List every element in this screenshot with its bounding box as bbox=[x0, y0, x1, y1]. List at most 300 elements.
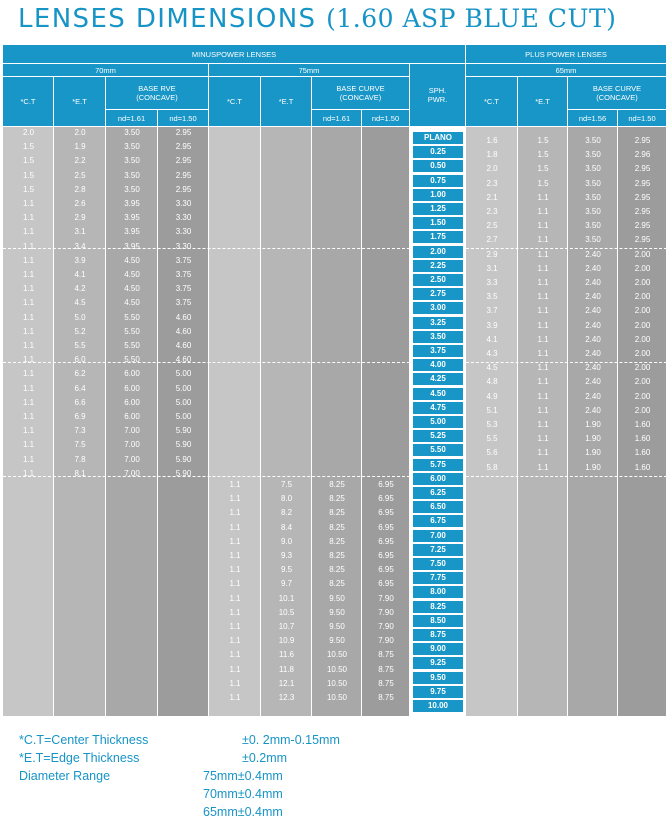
plus-65-cell: 1.90 bbox=[585, 448, 601, 457]
minus-75-cell: 8.25 bbox=[329, 494, 345, 503]
plus-65-cell: 2.00 bbox=[634, 406, 651, 415]
sph-value: 4.50 bbox=[413, 388, 463, 400]
minus-70-cell: 4.50 bbox=[124, 270, 140, 279]
sph-value: 8.50 bbox=[413, 615, 463, 627]
plus-65-cell: 5.8 bbox=[486, 463, 498, 472]
sph-value: 9.25 bbox=[413, 657, 463, 669]
diameter-legend-label: Diameter Range bbox=[19, 769, 111, 783]
minus-75-cell: 9.50 bbox=[329, 636, 345, 645]
minus-75-cell: 9.50 bbox=[329, 608, 345, 617]
minus-70-cell: 2.95 bbox=[175, 156, 192, 165]
plus-65-cell: 1.60 bbox=[634, 434, 651, 443]
minus-70-cell: 4.50 bbox=[124, 256, 140, 265]
minus-70-cell: 5.5 bbox=[74, 341, 86, 350]
sph-pwr-header: SPH. PWR. bbox=[410, 64, 466, 127]
sph-value: 0.25 bbox=[413, 146, 463, 158]
plus-65-cell: 2.40 bbox=[585, 392, 601, 401]
sph-value: 6.25 bbox=[413, 487, 463, 499]
minus-70-cell: 1.1 bbox=[22, 398, 35, 407]
plus-65-cell: 2.40 bbox=[585, 278, 601, 287]
minus-75-cell: 1.1 bbox=[229, 594, 241, 603]
sph-value: 8.25 bbox=[413, 601, 463, 613]
sph-value: 7.25 bbox=[413, 544, 463, 556]
minus-70-cell: 1.5 bbox=[22, 142, 35, 151]
minus-70-cell: 6.0 bbox=[74, 355, 86, 364]
plus-65-cell: 1.60 bbox=[634, 463, 651, 472]
ct-legend-label: *C.T=Center Thickness bbox=[19, 733, 149, 747]
plus-65-cell: 3.1 bbox=[486, 264, 498, 273]
minus-70-cell: 2.2 bbox=[74, 156, 86, 165]
sph-value: 2.25 bbox=[413, 260, 463, 272]
minus-70-cell: 4.5 bbox=[74, 298, 86, 307]
minus-70-cell: 3.75 bbox=[175, 270, 192, 279]
plus-65-cell: 2.9 bbox=[486, 250, 498, 259]
plus-65-cell: 2.00 bbox=[634, 278, 651, 287]
et-legend-label: *E.T=Edge Thickness bbox=[19, 751, 140, 765]
minus-70-cell: 3.50 bbox=[124, 185, 140, 194]
plus-65-cell: 2.95 bbox=[634, 235, 651, 244]
minus-70-cell: 3.95 bbox=[124, 213, 140, 222]
minus-75-cell: 7.5 bbox=[280, 480, 293, 489]
plus-65-cell: 2.0 bbox=[486, 164, 498, 173]
minus-70-cell: 1.1 bbox=[22, 426, 35, 435]
plus-65-cell: 1.1 bbox=[537, 349, 549, 358]
minus-75-cell: 1.1 bbox=[229, 565, 241, 574]
plus-65-cell: 4.9 bbox=[486, 392, 498, 401]
plus-65-cell: 1.1 bbox=[537, 420, 549, 429]
minus-70-cell: 6.4 bbox=[74, 384, 86, 393]
plus-65-cell: 4.5 bbox=[486, 363, 498, 372]
plus-65-cell: 2.95 bbox=[634, 193, 651, 202]
plus-65-cell: 4.8 bbox=[486, 377, 498, 386]
plus-65-cell: 1.1 bbox=[537, 448, 549, 457]
minus-75-cell: 9.50 bbox=[329, 622, 345, 631]
plus-65-cell: 2.40 bbox=[585, 250, 601, 259]
sph-value: 1.25 bbox=[413, 203, 463, 215]
minus-75-cell: 1.1 bbox=[229, 665, 241, 674]
minus-70-cell: 7.00 bbox=[124, 469, 140, 478]
minus-75-cell: 8.75 bbox=[378, 650, 394, 659]
plus-65-cell: 2.00 bbox=[634, 306, 651, 315]
plus-65-cell: 1.6 bbox=[486, 136, 498, 145]
minus-75-cell: 6.95 bbox=[378, 537, 394, 546]
minus-70-cell: 3.4 bbox=[74, 242, 86, 251]
minus-75-et-header: *E.T bbox=[261, 77, 312, 127]
plus-65-base-header: BASE CURVE (CONCAVE) bbox=[568, 77, 667, 110]
minus-70-cell: 5.00 bbox=[175, 384, 192, 393]
minus-75-cell: 1.1 bbox=[229, 551, 241, 560]
plus-65-et-header: *E.T bbox=[518, 77, 568, 127]
minus-70-nd-a-header: nd=1.61 bbox=[106, 110, 158, 127]
minus-70-cell: 1.1 bbox=[22, 213, 35, 222]
minus-70-ct-header: *C.T bbox=[3, 77, 54, 127]
minus-70-cell: 3.30 bbox=[175, 227, 192, 236]
plus-65-cell: 3.50 bbox=[585, 150, 601, 159]
minus-75-cell: 6.95 bbox=[378, 480, 394, 489]
plus-65-cell: 2.00 bbox=[634, 335, 651, 344]
minus-70-cell: 1.5 bbox=[22, 185, 35, 194]
minus-75-cell: 9.50 bbox=[329, 594, 345, 603]
minus-75-cell: 8.25 bbox=[329, 537, 345, 546]
plus-65-cell: 2.3 bbox=[486, 207, 498, 216]
plus-65-cell: 1.1 bbox=[537, 434, 549, 443]
minus-75-cell: 8.25 bbox=[329, 508, 345, 517]
minus-75-cell: 10.50 bbox=[326, 679, 348, 688]
minus-75-cell: 1.1 bbox=[229, 537, 241, 546]
plus-65-cell: 2.00 bbox=[634, 321, 651, 330]
sph-value: 2.75 bbox=[413, 288, 463, 300]
minus-70-cell: 3.30 bbox=[175, 199, 192, 208]
plus-65-cell: 3.3 bbox=[486, 278, 498, 287]
minus-70-cell: 1.5 bbox=[22, 171, 35, 180]
plus-65-cell: 5.6 bbox=[486, 448, 498, 457]
sph-value: 1.50 bbox=[413, 217, 463, 229]
plus-65-cell: 2.1 bbox=[486, 193, 498, 202]
minus-70-cell: 2.9 bbox=[74, 213, 86, 222]
minus-75-cell: 11.6 bbox=[279, 650, 294, 659]
plus-65-cell: 1.1 bbox=[537, 193, 549, 202]
sph-value: PLANO bbox=[413, 132, 463, 144]
minus-70-cell: 1.1 bbox=[22, 469, 35, 478]
minus-75-cell: 8.0 bbox=[280, 494, 293, 503]
minus-70-cell: 6.00 bbox=[124, 369, 140, 378]
plus-65-cell: 1.1 bbox=[537, 463, 549, 472]
plus-65-ct-header: *C.T bbox=[466, 77, 518, 127]
sph-value: 4.00 bbox=[413, 359, 463, 371]
minus-70-cell: 5.90 bbox=[175, 455, 192, 464]
plus-65-cell: 1.1 bbox=[537, 207, 549, 216]
plus-65-cell: 2.00 bbox=[634, 250, 651, 259]
plus-65-cell: 1.90 bbox=[585, 420, 601, 429]
minus-75-cell: 8.25 bbox=[329, 523, 345, 532]
minus-75-cell: 9.7 bbox=[280, 579, 293, 588]
plus-65-cell: 1.1 bbox=[537, 406, 549, 415]
lens-dimensions-table bbox=[3, 45, 667, 716]
minus-75-cell: 6.95 bbox=[378, 579, 394, 588]
plus-65-cell: 2.7 bbox=[486, 235, 498, 244]
ct-legend-value: ±0. 2mm-0.15mm bbox=[242, 733, 340, 747]
plus-65-cell: 2.40 bbox=[585, 406, 601, 415]
plus-65-cell: 2.40 bbox=[585, 335, 601, 344]
minus-75-nd-a-header: nd=1.61 bbox=[312, 110, 362, 127]
minus-75-cell: 8.4 bbox=[280, 523, 293, 532]
plus-65-cell: 3.9 bbox=[486, 321, 498, 330]
minus-70-cell: 2.5 bbox=[74, 171, 86, 180]
minus-70-cell: 1.1 bbox=[22, 270, 35, 279]
minus-70-cell: 3.50 bbox=[124, 156, 140, 165]
minus-70-cell: 1.1 bbox=[22, 256, 35, 265]
plus-power-header: PLUS POWER LENSES bbox=[466, 45, 667, 64]
minus-75-cell: 1.1 bbox=[229, 494, 241, 503]
minus-70-cell: 1.1 bbox=[22, 284, 35, 293]
plus-65-cell: 2.40 bbox=[585, 306, 601, 315]
diameter-70-header: 70mm bbox=[3, 64, 209, 77]
minus-75-cell: 6.95 bbox=[378, 565, 394, 574]
plus-65-cell: 1.60 bbox=[634, 420, 651, 429]
minus-75-cell: 1.1 bbox=[229, 508, 241, 517]
plus-65-cell: 1.5 bbox=[537, 136, 549, 145]
minus-70-cell: 4.50 bbox=[124, 298, 140, 307]
minus-70-cell: 5.90 bbox=[175, 469, 192, 478]
minus-70-cell: 7.00 bbox=[124, 426, 140, 435]
plus-65-cell: 2.5 bbox=[486, 221, 498, 230]
minus-75-cell: 10.50 bbox=[326, 665, 348, 674]
minus-70-cell: 1.1 bbox=[22, 455, 35, 464]
sph-value: 2.00 bbox=[413, 246, 463, 258]
sph-value: 5.50 bbox=[413, 444, 463, 456]
sph-value: 6.00 bbox=[413, 473, 463, 485]
minus-70-cell: 6.00 bbox=[124, 398, 140, 407]
plus-65-cell: 2.00 bbox=[634, 349, 651, 358]
minus-70-cell: 3.75 bbox=[175, 256, 192, 265]
minus-70-cell: 5.50 bbox=[124, 313, 140, 322]
sph-value: 0.75 bbox=[413, 175, 463, 187]
minus-70-cell: 5.00 bbox=[175, 412, 192, 421]
minus-75-base-header: BASE CURVE (CONCAVE) bbox=[312, 77, 410, 110]
plus-65-nd-b-header: nd=1.50 bbox=[618, 110, 667, 127]
minus-75-cell: 9.5 bbox=[280, 565, 293, 574]
plus-65-cell: 2.40 bbox=[585, 377, 601, 386]
minus-75-nd-b-header: nd=1.50 bbox=[362, 110, 410, 127]
minus-70-cell: 4.60 bbox=[175, 355, 192, 364]
sph-value: 1.75 bbox=[413, 231, 463, 243]
minus-70-cell: 1.1 bbox=[22, 384, 35, 393]
minus-70-cell: 2.95 bbox=[175, 185, 192, 194]
minus-70-cell: 6.2 bbox=[74, 369, 86, 378]
minus-75-cell: 10.50 bbox=[326, 693, 348, 702]
plus-65-cell: 1.1 bbox=[537, 363, 549, 372]
plus-65-cell: 5.1 bbox=[486, 406, 498, 415]
minus-70-cell: 5.00 bbox=[175, 398, 192, 407]
plus-65-cell: 1.1 bbox=[537, 278, 549, 287]
minus-75-cell: 1.1 bbox=[229, 622, 241, 631]
minus-75-cell: 12.1 bbox=[278, 679, 295, 688]
sph-value: 4.25 bbox=[413, 373, 463, 385]
plus-65-cell: 3.50 bbox=[585, 136, 601, 145]
minus-70-cell: 4.50 bbox=[124, 284, 140, 293]
plus-65-cell: 3.50 bbox=[585, 235, 601, 244]
minus-70-cell: 3.50 bbox=[124, 142, 140, 151]
plus-65-cell: 3.50 bbox=[585, 164, 601, 173]
minus-70-cell: 5.90 bbox=[175, 440, 192, 449]
minus-70-nd-b-header: nd=1.50 bbox=[158, 110, 209, 127]
minus-70-cell: 2.95 bbox=[175, 128, 192, 137]
minus-70-cell: 5.00 bbox=[175, 369, 192, 378]
sph-value: 5.25 bbox=[413, 430, 463, 442]
minus-70-cell: 1.1 bbox=[22, 355, 35, 364]
plus-65-cell: 1.8 bbox=[486, 150, 498, 159]
minus-70-cell: 2.0 bbox=[22, 128, 35, 137]
minus-70-cell: 8.1 bbox=[74, 469, 86, 478]
sph-value: 1.00 bbox=[413, 189, 463, 201]
minus-70-cell: 6.9 bbox=[74, 412, 86, 421]
plus-65-cell: 2.95 bbox=[634, 207, 651, 216]
minus-70-cell: 7.3 bbox=[74, 426, 86, 435]
plus-65-cell: 1.60 bbox=[634, 448, 651, 457]
plus-65-cell: 1.90 bbox=[585, 434, 601, 443]
minus-75-cell: 8.75 bbox=[378, 665, 394, 674]
sph-value: 6.50 bbox=[413, 501, 463, 513]
minus-70-cell: 1.1 bbox=[22, 227, 35, 236]
plus-65-cell: 5.3 bbox=[486, 420, 498, 429]
minus-75-cell: 7.90 bbox=[378, 622, 394, 631]
minus-70-cell: 4.60 bbox=[175, 327, 192, 336]
minus-75-cell: 9.0 bbox=[280, 537, 293, 546]
plus-65-cell: 2.00 bbox=[634, 292, 651, 301]
minus-75-cell: 10.50 bbox=[326, 650, 348, 659]
diameter-75-header: 75mm bbox=[209, 64, 410, 77]
diameter-65-header: 65mm bbox=[466, 64, 667, 77]
plus-65-cell: 3.50 bbox=[585, 207, 601, 216]
minus-70-cell: 6.00 bbox=[124, 384, 140, 393]
minus-70-cell: 5.90 bbox=[175, 426, 192, 435]
minus-70-cell: 3.95 bbox=[124, 227, 140, 236]
sph-value: 7.00 bbox=[413, 530, 463, 542]
minus-75-cell: 1.1 bbox=[229, 523, 241, 532]
sph-value: 5.00 bbox=[413, 416, 463, 428]
plus-65-cell: 2.95 bbox=[634, 179, 651, 188]
sph-value: 7.75 bbox=[413, 572, 463, 584]
minus-70-cell: 1.1 bbox=[22, 313, 35, 322]
sph-value: 6.75 bbox=[413, 515, 463, 527]
minus-75-cell: 9.3 bbox=[280, 551, 293, 560]
minus-70-cell: 2.6 bbox=[74, 199, 86, 208]
plus-65-cell: 2.40 bbox=[585, 292, 601, 301]
minus-75-cell: 1.1 bbox=[229, 636, 241, 645]
plus-65-cell: 2.40 bbox=[585, 349, 601, 358]
minus-75-cell: 10.1 bbox=[278, 594, 295, 603]
minus-70-cell: 2.8 bbox=[74, 185, 86, 194]
minus-70-cell: 7.00 bbox=[124, 455, 140, 464]
minus-75-cell: 6.95 bbox=[378, 494, 394, 503]
minus-70-cell: 3.30 bbox=[175, 242, 192, 251]
minus-70-cell: 2.0 bbox=[74, 128, 86, 137]
minus-70-cell: 4.60 bbox=[175, 341, 192, 350]
minus-70-cell: 3.50 bbox=[124, 171, 140, 180]
plus-65-cell: 2.40 bbox=[585, 321, 601, 330]
plus-65-cell: 1.1 bbox=[537, 292, 549, 301]
plus-65-nd-a-header: nd=1.56 bbox=[568, 110, 618, 127]
minus-70-cell: 3.9 bbox=[74, 256, 86, 265]
minus-70-cell: 3.75 bbox=[175, 298, 192, 307]
sph-value: 3.75 bbox=[413, 345, 463, 357]
sph-value: 8.00 bbox=[413, 586, 463, 598]
plus-65-cell: 3.50 bbox=[585, 221, 601, 230]
minus-70-cell: 7.00 bbox=[124, 440, 140, 449]
sph-value: 9.00 bbox=[413, 643, 463, 655]
minus-70-cell: 1.1 bbox=[22, 242, 35, 251]
minus-70-cell: 3.95 bbox=[124, 199, 140, 208]
minus-75-cell: 8.25 bbox=[329, 551, 345, 560]
sph-value: 3.25 bbox=[413, 317, 463, 329]
minus-70-cell: 7.5 bbox=[74, 440, 86, 449]
minus-70-cell: 2.95 bbox=[175, 171, 192, 180]
plus-65-cell: 2.00 bbox=[634, 392, 651, 401]
group-divider bbox=[466, 476, 667, 477]
plus-65-cell: 3.50 bbox=[585, 179, 601, 188]
plus-65-cell: 2.00 bbox=[634, 363, 651, 372]
sph-value: 9.50 bbox=[413, 672, 463, 684]
plus-65-cell: 1.1 bbox=[537, 306, 549, 315]
plus-65-cell: 1.5 bbox=[537, 179, 549, 188]
plus-65-cell: 1.1 bbox=[537, 335, 549, 344]
minus-70-cell: 3.75 bbox=[175, 284, 192, 293]
sph-value: 7.50 bbox=[413, 558, 463, 570]
minus-75-cell: 1.1 bbox=[229, 650, 241, 659]
et-legend-value: ±0.2mm bbox=[242, 751, 288, 765]
plus-65-cell: 1.90 bbox=[585, 463, 601, 472]
minus-70-cell: 6.6 bbox=[74, 398, 86, 407]
plus-65-cell: 2.96 bbox=[634, 150, 651, 159]
plus-65-cell: 2.95 bbox=[634, 221, 651, 230]
plus-65-cell: 1.1 bbox=[537, 321, 549, 330]
minus-70-cell: 6.00 bbox=[124, 412, 140, 421]
plus-65-cell: 3.5 bbox=[486, 292, 498, 301]
minus-75-cell: 8.25 bbox=[329, 579, 345, 588]
minus-70-cell: 5.50 bbox=[124, 341, 140, 350]
minus-power-header: MINUSPOWER LENSES bbox=[3, 45, 466, 64]
page-title: LENSES DIMENSIONS (1.60 ASP BLUE CUT) bbox=[18, 4, 617, 34]
plus-65-cell: 4.1 bbox=[486, 335, 498, 344]
minus-75-cell: 1.1 bbox=[229, 693, 241, 702]
plus-65-cell: 1.1 bbox=[537, 221, 549, 230]
plus-65-cell: 3.7 bbox=[486, 306, 498, 315]
page-subtitle: (1.60 ASP BLUE CUT) bbox=[326, 4, 617, 33]
minus-70-cell: 1.1 bbox=[22, 440, 35, 449]
sph-value: 8.75 bbox=[413, 629, 463, 641]
plus-65-cell: 1.5 bbox=[537, 150, 549, 159]
minus-75-cell: 8.2 bbox=[280, 508, 293, 517]
plus-65-cell: 4.3 bbox=[486, 349, 498, 358]
sph-value: 3.00 bbox=[413, 302, 463, 314]
minus-70-cell: 7.8 bbox=[74, 455, 86, 464]
minus-70-cell: 5.50 bbox=[124, 327, 140, 336]
minus-70-cell: 1.5 bbox=[22, 156, 35, 165]
minus-70-cell: 4.60 bbox=[175, 313, 192, 322]
minus-70-cell: 3.50 bbox=[124, 128, 140, 137]
minus-75-cell: 1.1 bbox=[229, 480, 241, 489]
plus-65-cell: 2.40 bbox=[585, 363, 601, 372]
minus-75-cell: 8.25 bbox=[329, 565, 345, 574]
minus-75-cell: 8.25 bbox=[329, 480, 345, 489]
minus-70-base-header: BASE RVE (CONCAVE) bbox=[106, 77, 209, 110]
plus-65-cell: 1.1 bbox=[537, 392, 549, 401]
minus-70-cell: 2.95 bbox=[175, 142, 192, 151]
plus-65-cell: 2.95 bbox=[634, 136, 651, 145]
diameter-value-70: 70mm±0.4mm bbox=[203, 787, 283, 801]
minus-75-cell: 10.9 bbox=[278, 636, 295, 645]
plus-65-cell: 2.00 bbox=[634, 264, 651, 273]
minus-75-cell: 10.7 bbox=[278, 622, 295, 631]
minus-70-cell: 5.50 bbox=[124, 355, 140, 364]
plus-65-cell: 1.1 bbox=[537, 264, 549, 273]
minus-70-cell: 3.1 bbox=[74, 227, 86, 236]
plus-65-cell: 2.95 bbox=[634, 164, 651, 173]
minus-75-cell: 8.75 bbox=[378, 679, 394, 688]
minus-70-cell: 1.9 bbox=[74, 142, 86, 151]
minus-75-cell: 11.8 bbox=[279, 665, 294, 674]
diameter-value-65: 65mm±0.4mm bbox=[203, 805, 283, 819]
minus-70-cell: 1.1 bbox=[22, 341, 35, 350]
minus-70-cell: 3.95 bbox=[124, 242, 140, 251]
minus-70-cell: 1.1 bbox=[22, 298, 35, 307]
sph-value: 10.00 bbox=[413, 700, 463, 712]
sph-value: 4.75 bbox=[413, 402, 463, 414]
plus-65-cell: 2.40 bbox=[585, 264, 601, 273]
minus-70-cell: 5.2 bbox=[74, 327, 86, 336]
minus-75-cell: 1.1 bbox=[229, 679, 241, 688]
minus-70-cell: 4.2 bbox=[74, 284, 86, 293]
